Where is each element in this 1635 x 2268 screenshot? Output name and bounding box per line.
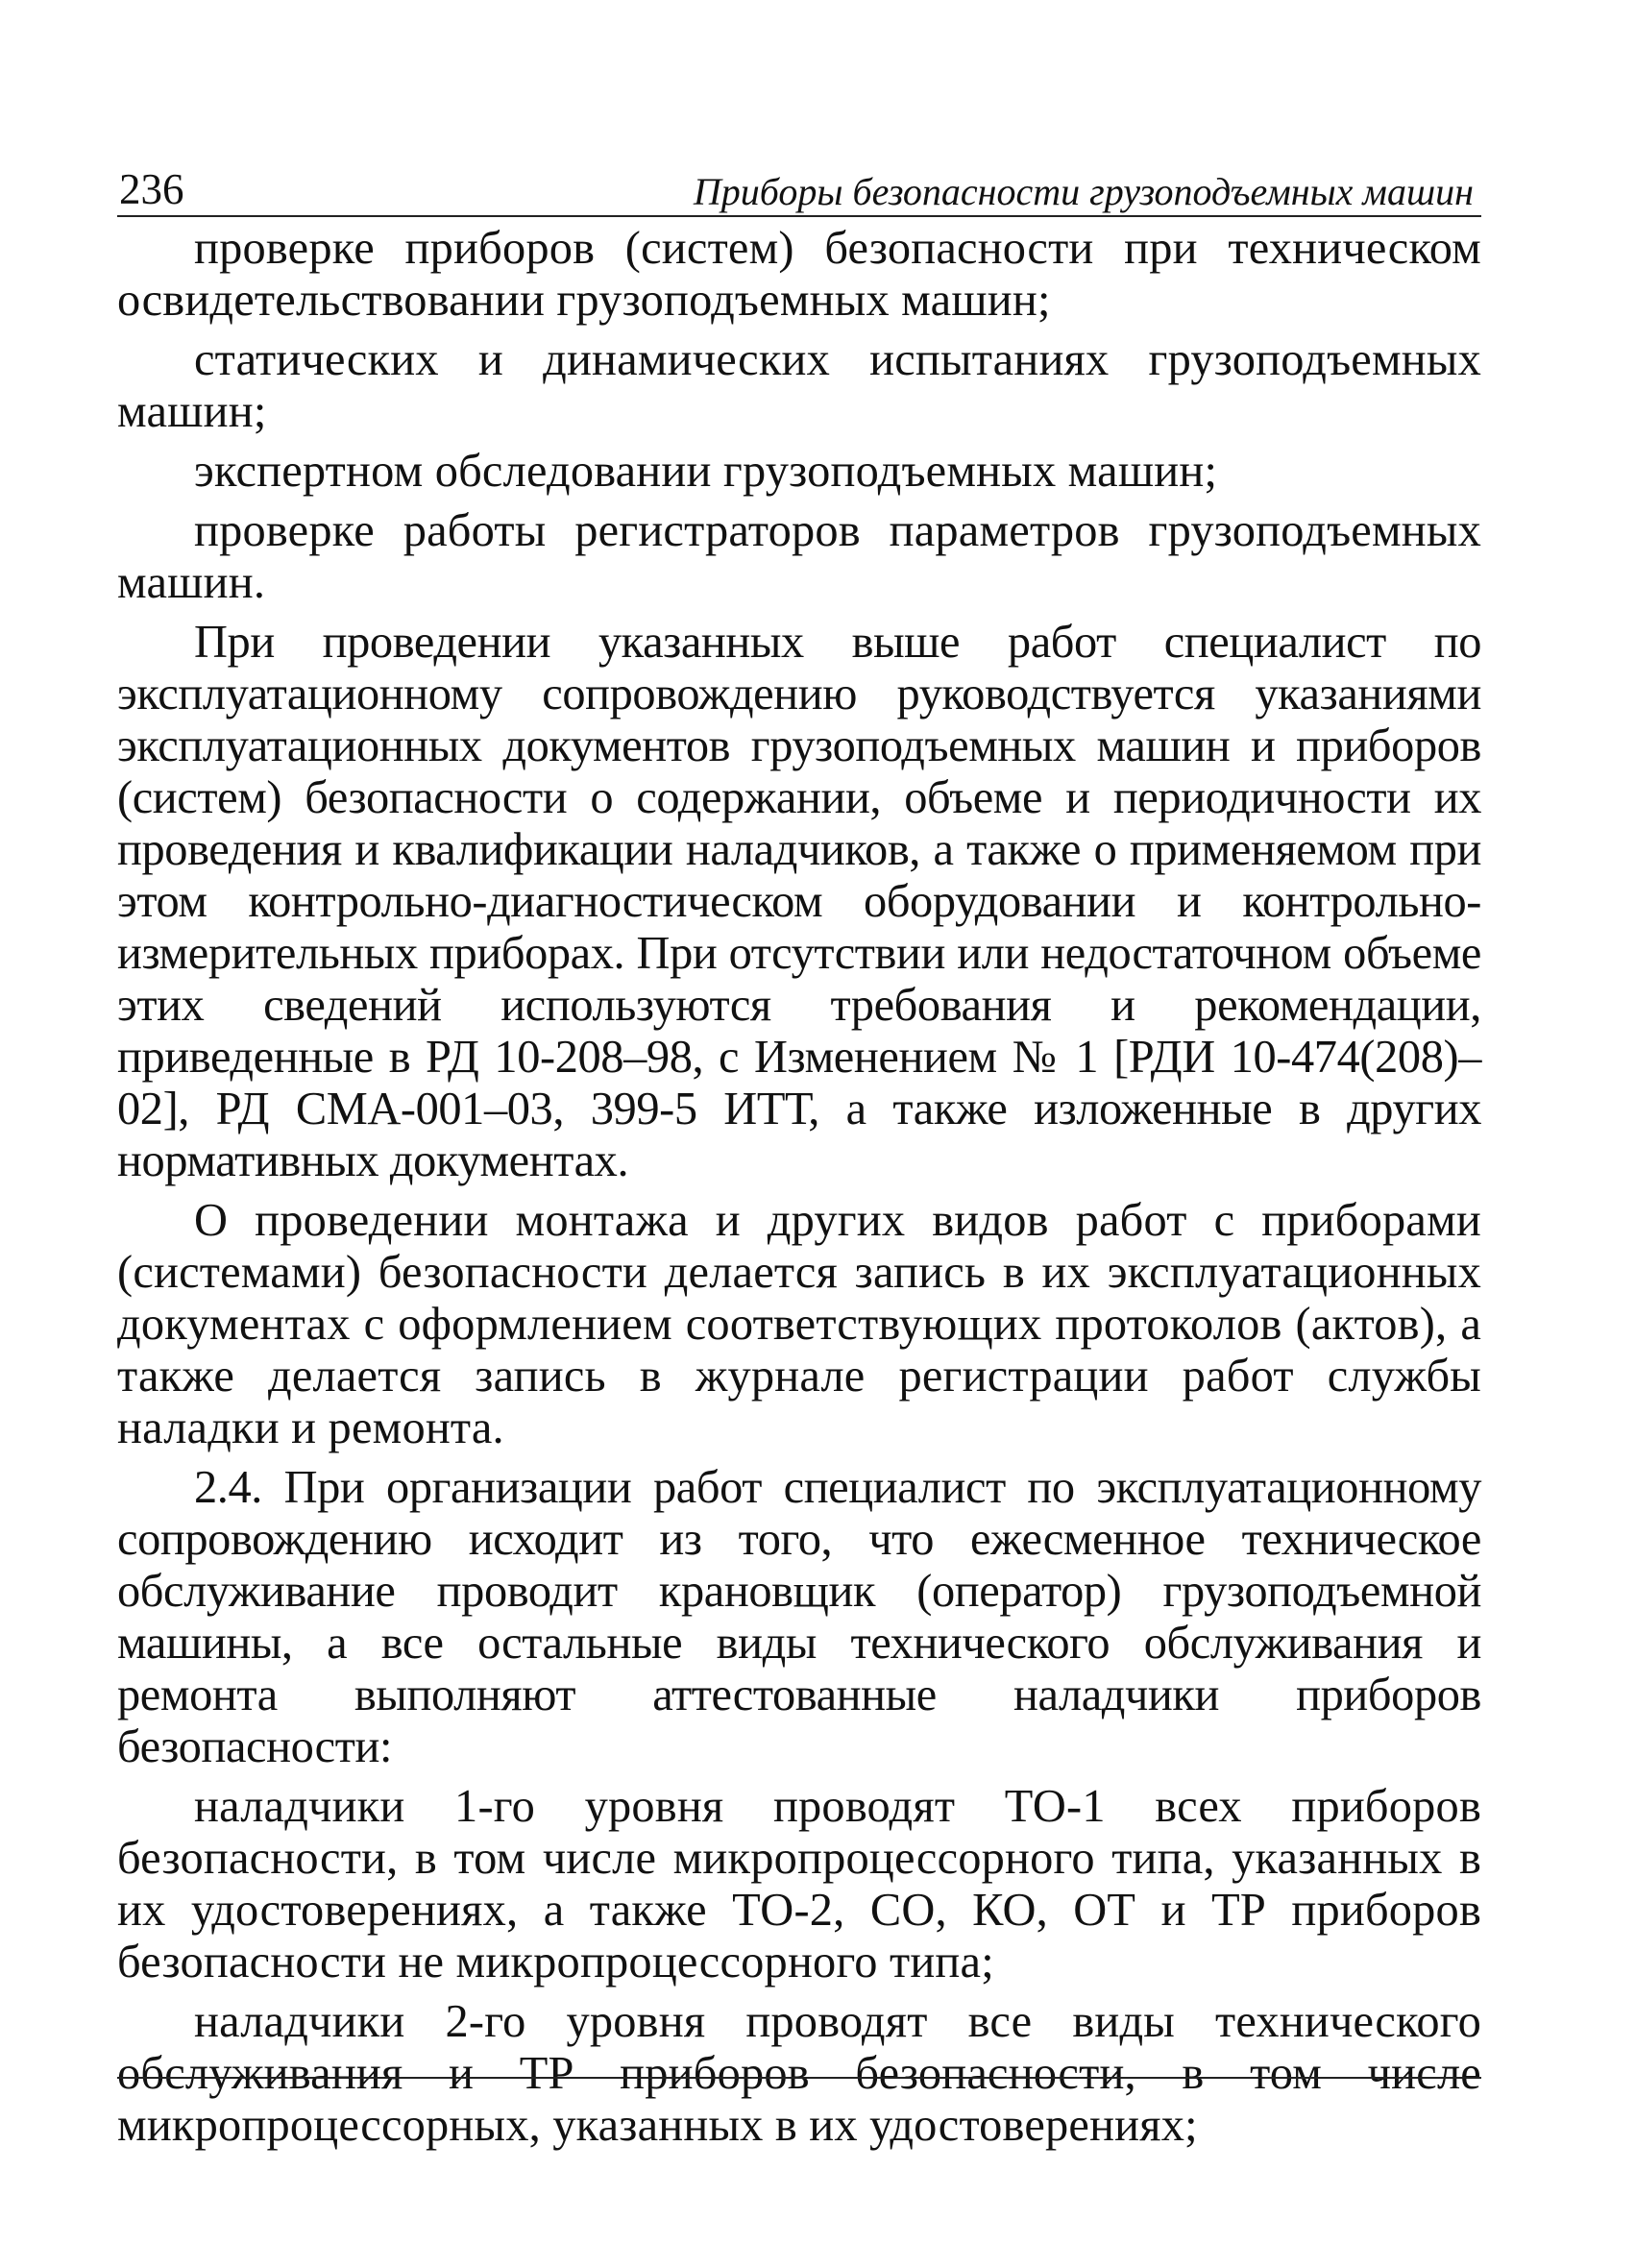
body-text <box>117 223 1481 2152</box>
list-item-expert-survey: экспертном обследовании грузоподъемных машин; <box>194 446 1218 497</box>
list-item-recorders: проверке работы регистраторов параметров грузоподъемных машин. <box>117 505 1481 608</box>
paragraph-section-2-4: 2.4. При организации работ специалист по эксплуатационному сопровождению исходит из того, что ежесменное техническое обслуживание проводит крановщик (оператор) грузоподъемной машины, а все остальные виды технического обслуживания и ремонта выполняют аттестованные наладчики приборов безопасности: <box>117 1462 1481 1772</box>
running-title: Приборы безопасности грузоподъемных машин <box>693 170 1474 213</box>
bottom-rule <box>117 2077 1481 2079</box>
list-item-level-2: наладчики 2-го уровня проводят все виды технического обслуживания и ТР приборов безопасности, в том числе микропроцессорных, указанных в их удостоверениях; <box>117 1996 1481 2151</box>
page-number: 236 <box>119 165 184 213</box>
paragraph-specialist-guidance: При проведении указанных выше работ специалист по эксплуатационному сопровождению руководствуется указаниями эксплуатационных документов грузоподъемных машин и приборов (систем) безопасности о содержании, объеме и периодичности их проведения и квалификации наладчиков, а также о применяемом при этом контрольно-диагностическом оборудовании и контрольно-измерительных приборах. При отсутствии или недостаточном объеме этих сведений используются требования и рекомендации, приведенные в РД 10-208–98, с Изменением № 1 [РДИ 10-474(208)–02], РД СМА-001–03, 399-5 ИТТ, а также изложенные в других нормативных документах. <box>117 617 1481 1186</box>
paragraph-installation-records: О проведении монтажа и других видов работ с приборами (системами) безопасности делается запись в их эксплуатационных документах с оформлением соответствующих протоколов (актов), а также делается запись в журнале регистрации работ службы наладки и ремонта. <box>117 1195 1481 1453</box>
list-item-inspection: проверке приборов (систем) безопасности при техническом освидетельствовании грузоподъемных машин; <box>117 223 1481 326</box>
list-item-level-1: наладчики 1-го уровня проводят ТО-1 всех приборов безопасности, в том числе микропроцессорного типа, указанных в их удостоверениях, а также ТО-2, СО, КО, ОТ и ТР приборов безопасности не микропроцессорного типа; <box>117 1781 1481 1988</box>
list-item-tests: статических и динамических испытаниях грузоподъемных машин; <box>117 334 1481 437</box>
book-page <box>117 161 1481 2152</box>
page-header <box>117 161 1481 217</box>
